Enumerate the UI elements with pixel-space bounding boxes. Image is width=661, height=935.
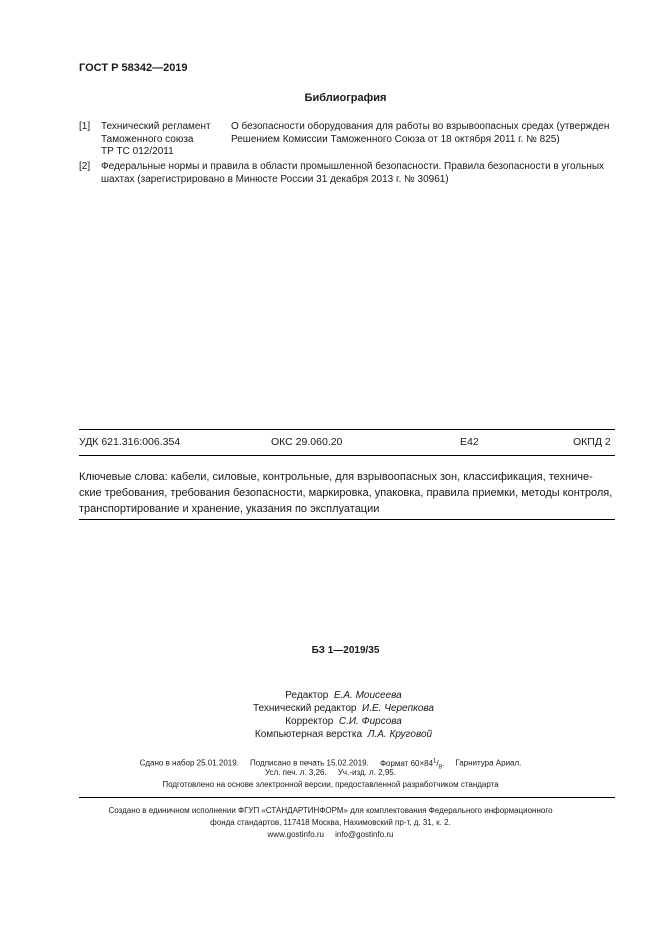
okpd-code: ОКПД 2 (573, 436, 611, 448)
footer-line: Создано в единичном исполнении ФГУП «СТАНДАРТИНФОРМ» для комплектования Федерального информационного (108, 806, 553, 815)
credit-line (0, 728, 661, 741)
divider (79, 519, 615, 520)
imprint-line (0, 767, 661, 779)
source-line: ТР ТС 012/2011 (101, 146, 174, 157)
imprint-izd: Уч.-изд. л. 2,95. (337, 768, 396, 777)
keywords-line: ские требования, требования безопасности, маркировка, упаковка, правила приемки, методы контроля, (79, 487, 613, 499)
text-line: шахтах (зарегистрировано в Минюсте России 31 декабря 2013 г. № 30961) (101, 173, 449, 185)
credit-line (0, 715, 661, 728)
keywords-line: транспортирование и хранение, указания по эксплуатации (79, 503, 380, 515)
footer-line: фонда стандартов, 117418 Москва, Нахимовский пр-т, д. 31, к. 2. (210, 818, 451, 827)
imprint-format: Формат $60\times 84^1/_8$. (379, 758, 445, 771)
footer-site: www.gostinfo.ru (267, 830, 324, 839)
keywords-line: Ключевые слова: кабели, силовые, контрольные, для взрывоопасных зон, классификация, техниче- (79, 471, 593, 483)
imprint-pech: Усл. печ. л. 3,26. (265, 768, 327, 777)
credit-role: Компьютерная верстка (254, 729, 363, 740)
source-line: Таможенного союза (101, 133, 194, 145)
entry-number: [1] (79, 121, 91, 132)
credit-name: И.Е. Черепкова (362, 703, 434, 714)
e-code: Е42 (460, 436, 479, 448)
credit-name: Е.А. Моисеева (333, 690, 402, 701)
entry-text (101, 161, 616, 186)
entry-source (101, 121, 226, 159)
source-line: Технический регламент (101, 121, 211, 132)
imprint-signed: Подписано в печать 15.02.2019. (250, 758, 369, 768)
text-line: О безопасности оборудования для работы во взрывоопасных средах (утвержден (231, 121, 610, 132)
doc-code: ГОСТ Р 58342—2019 (79, 62, 188, 74)
footer-contacts (0, 829, 661, 841)
oks-code: ОКС 29.060.20 (271, 436, 343, 448)
credit-line (0, 702, 661, 715)
entry-number: [2] (79, 161, 91, 172)
credits (0, 689, 661, 741)
credit-name: Л.А. Круговой (367, 729, 433, 740)
imprint-font: Гарнитура Ариал. (455, 758, 522, 768)
credit-role: Технический редактор (253, 703, 357, 714)
divider (79, 797, 615, 798)
divider (79, 429, 615, 430)
credit-role: Корректор (285, 716, 334, 727)
divider (79, 455, 615, 456)
imprint-sent: Сдано в набор 25.01.2019. (139, 758, 239, 768)
text-line: Решением Комиссии Таможенного Союза от 18 октября 2011 г. № 825) (231, 133, 560, 145)
credit-name: С.И. Фирсова (338, 716, 402, 727)
text-line: Федеральные нормы и правила в области промышленной безопасности. Правила безопасности в угольных (101, 161, 605, 172)
entry-text (231, 121, 616, 146)
bibliography-title: Библиография (304, 92, 387, 104)
credit-role: Редактор (285, 690, 329, 701)
imprint-prepared: Подготовлено на основе электронной версии, предоставленной разработчиком стандарта (162, 780, 499, 789)
bz-number: БЗ 1—2019/35 (311, 645, 380, 656)
credit-line (0, 689, 661, 702)
keywords (79, 469, 615, 517)
udk-code: УДК 621.316:006.354 (79, 436, 181, 448)
footer-email: info@gostinfo.ru (335, 830, 394, 839)
